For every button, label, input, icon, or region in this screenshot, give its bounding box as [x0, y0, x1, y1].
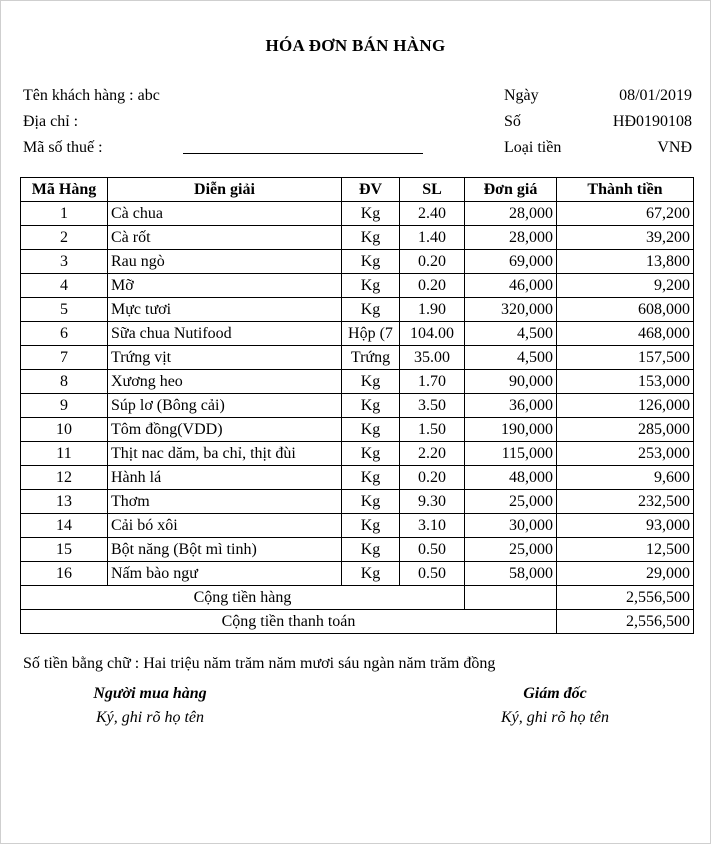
- item-description: Nấm bào ngư: [108, 562, 342, 586]
- tax-code-underline: [183, 153, 423, 154]
- item-quantity: 1.70: [400, 370, 465, 394]
- item-quantity: 2.40: [400, 202, 465, 226]
- item-code: 4: [21, 274, 108, 298]
- item-unit: Kg: [342, 298, 400, 322]
- item-unit-price: 4,500: [465, 322, 557, 346]
- item-description: Thịt nac dăm, ba chỉ, thịt đùi: [108, 442, 342, 466]
- item-unit-price: 320,000: [465, 298, 557, 322]
- item-description: Cà chua: [108, 202, 342, 226]
- table-row: [21, 538, 694, 562]
- item-code: 8: [21, 370, 108, 394]
- header-unit-price: Đơn giá: [465, 178, 557, 202]
- subtotal-row: [21, 586, 694, 610]
- item-unit-price: 30,000: [465, 514, 557, 538]
- item-unit-price: 28,000: [465, 202, 557, 226]
- total-value: 2,556,500: [557, 610, 694, 634]
- item-quantity: 0.20: [400, 466, 465, 490]
- amount-in-words: Số tiền bằng chữ : Hai triệu năm trăm năm mươi sáu ngàn năm trăm đồng: [23, 655, 496, 672]
- item-code: 5: [21, 298, 108, 322]
- item-line-total: 12,500: [557, 538, 694, 562]
- item-unit-price: 58,000: [465, 562, 557, 586]
- item-unit: Kg: [342, 202, 400, 226]
- document-title: HÓA ĐƠN BÁN HÀNG: [265, 36, 446, 55]
- item-quantity: 2.20: [400, 442, 465, 466]
- item-code: 1: [21, 202, 108, 226]
- item-unit: Kg: [342, 538, 400, 562]
- table-row: [21, 466, 694, 490]
- header-code: Mã Hàng: [21, 178, 108, 202]
- item-unit-price: 4,500: [465, 346, 557, 370]
- item-line-total: 29,000: [557, 562, 694, 586]
- item-quantity: 1.50: [400, 418, 465, 442]
- item-quantity: 35.00: [400, 346, 465, 370]
- item-code: 13: [21, 490, 108, 514]
- date-label: Ngày: [504, 87, 539, 104]
- item-line-total: 253,000: [557, 442, 694, 466]
- item-description: Mực tươi: [108, 298, 342, 322]
- item-unit: Kg: [342, 514, 400, 538]
- currency-label: Loại tiền: [504, 139, 562, 156]
- subtotal-value: 2,556,500: [557, 586, 694, 610]
- item-line-total: 126,000: [557, 394, 694, 418]
- director-signature-note: Ký, ghi rõ họ tên: [501, 709, 609, 726]
- table-row: [21, 562, 694, 586]
- item-unit: Hộp (7: [342, 322, 400, 346]
- item-unit: Kg: [342, 466, 400, 490]
- item-description: Thơm: [108, 490, 342, 514]
- item-line-total: 9,200: [557, 274, 694, 298]
- item-unit-price: 48,000: [465, 466, 557, 490]
- item-code: 3: [21, 250, 108, 274]
- header-line-total: Thành tiền: [557, 178, 694, 202]
- item-unit-price: 46,000: [465, 274, 557, 298]
- header-unit: ĐV: [342, 178, 400, 202]
- item-description: Cải bó xôi: [108, 514, 342, 538]
- item-unit-price: 25,000: [465, 490, 557, 514]
- subtotal-spacer: [465, 586, 557, 610]
- item-line-total: 153,000: [557, 370, 694, 394]
- item-line-total: 468,000: [557, 322, 694, 346]
- item-line-total: 13,800: [557, 250, 694, 274]
- currency-value: VNĐ: [657, 139, 692, 156]
- item-unit-price: 115,000: [465, 442, 557, 466]
- item-quantity: 3.50: [400, 394, 465, 418]
- table-row: [21, 442, 694, 466]
- item-code: 15: [21, 538, 108, 562]
- item-quantity: 1.90: [400, 298, 465, 322]
- item-unit: Kg: [342, 442, 400, 466]
- item-line-total: 608,000: [557, 298, 694, 322]
- header-description: Diễn giải: [108, 178, 342, 202]
- table-row: [21, 226, 694, 250]
- customer-tax-code: Mã số thuế :: [23, 139, 103, 156]
- item-description: Tôm đồng(VDD): [108, 418, 342, 442]
- item-unit: Kg: [342, 250, 400, 274]
- subtotal-label: Cộng tiền hàng: [21, 586, 465, 610]
- item-description: Súp lơ (Bông cải): [108, 394, 342, 418]
- item-description: Trứng vịt: [108, 346, 342, 370]
- item-quantity: 104.00: [400, 322, 465, 346]
- customer-name: Tên khách hàng : abc: [23, 87, 160, 104]
- item-description: Bột năng (Bột mì tinh): [108, 538, 342, 562]
- item-unit: Kg: [342, 226, 400, 250]
- item-unit: Trứng: [342, 346, 400, 370]
- item-code: 9: [21, 394, 108, 418]
- items-table: [20, 177, 694, 634]
- item-quantity: 0.50: [400, 562, 465, 586]
- item-unit-price: 28,000: [465, 226, 557, 250]
- item-code: 16: [21, 562, 108, 586]
- total-row: [21, 610, 694, 634]
- item-code: 7: [21, 346, 108, 370]
- table-row: [21, 490, 694, 514]
- item-description: Hành lá: [108, 466, 342, 490]
- item-unit-price: 90,000: [465, 370, 557, 394]
- item-unit-price: 25,000: [465, 538, 557, 562]
- item-description: Cà rốt: [108, 226, 342, 250]
- item-unit: Kg: [342, 490, 400, 514]
- item-line-total: 157,500: [557, 346, 694, 370]
- item-quantity: 0.50: [400, 538, 465, 562]
- item-code: 6: [21, 322, 108, 346]
- date-value: 08/01/2019: [619, 87, 692, 104]
- item-description: Rau ngò: [108, 250, 342, 274]
- item-unit-price: 190,000: [465, 418, 557, 442]
- invoice-number-label: Số: [504, 113, 521, 130]
- item-code: 11: [21, 442, 108, 466]
- item-unit: Kg: [342, 562, 400, 586]
- table-header-row: [21, 178, 694, 202]
- table-row: [21, 346, 694, 370]
- director-signature-title: Giám đốc: [523, 685, 587, 702]
- item-description: Mỡ: [108, 274, 342, 298]
- item-line-total: 285,000: [557, 418, 694, 442]
- item-unit-price: 69,000: [465, 250, 557, 274]
- item-line-total: 232,500: [557, 490, 694, 514]
- buyer-signature-note: Ký, ghi rõ họ tên: [96, 709, 204, 726]
- header-quantity: SL: [400, 178, 465, 202]
- invoice-number-value: HĐ0190108: [612, 113, 692, 130]
- item-quantity: 1.40: [400, 226, 465, 250]
- item-line-total: 39,200: [557, 226, 694, 250]
- item-line-total: 67,200: [557, 202, 694, 226]
- table-row: [21, 250, 694, 274]
- table-row: [21, 322, 694, 346]
- total-label: Cộng tiền thanh toán: [21, 610, 557, 634]
- item-code: 14: [21, 514, 108, 538]
- item-description: Xương heo: [108, 370, 342, 394]
- item-quantity: 9.30: [400, 490, 465, 514]
- item-code: 10: [21, 418, 108, 442]
- item-code: 12: [21, 466, 108, 490]
- item-line-total: 93,000: [557, 514, 694, 538]
- item-quantity: 0.20: [400, 274, 465, 298]
- item-quantity: 3.10: [400, 514, 465, 538]
- table-row: [21, 514, 694, 538]
- buyer-signature-title: Người mua hàng: [93, 685, 207, 702]
- item-unit-price: 36,000: [465, 394, 557, 418]
- item-unit: Kg: [342, 418, 400, 442]
- customer-address: Địa chỉ :: [23, 113, 79, 130]
- table-row: [21, 370, 694, 394]
- item-unit: Kg: [342, 370, 400, 394]
- item-quantity: 0.20: [400, 250, 465, 274]
- table-row: [21, 394, 694, 418]
- table-row: [21, 298, 694, 322]
- table-row: [21, 418, 694, 442]
- item-description: Sữa chua Nutifood: [108, 322, 342, 346]
- table-row: [21, 274, 694, 298]
- item-code: 2: [21, 226, 108, 250]
- item-unit: Kg: [342, 394, 400, 418]
- item-unit: Kg: [342, 274, 400, 298]
- table-row: [21, 202, 694, 226]
- item-line-total: 9,600: [557, 466, 694, 490]
